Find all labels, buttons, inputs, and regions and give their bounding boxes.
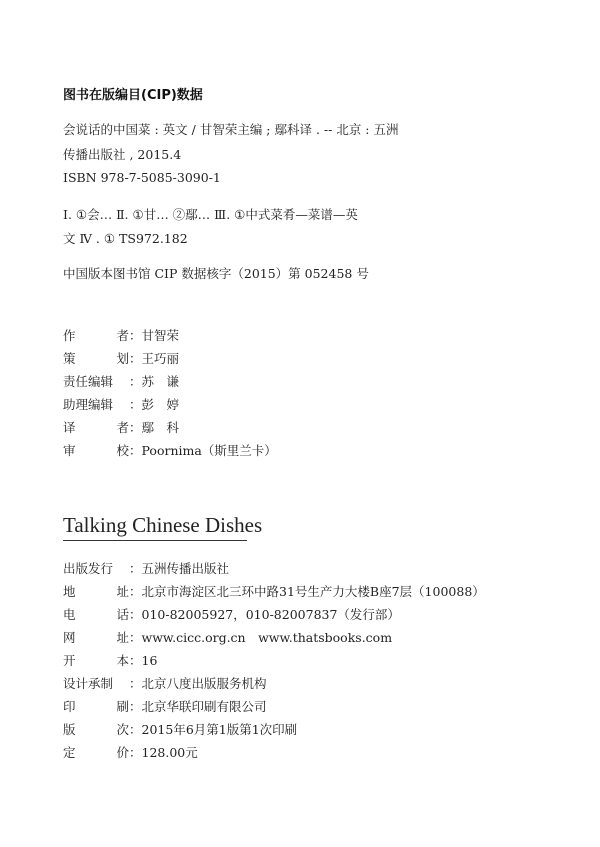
separator: ： bbox=[129, 607, 142, 622]
separator: ： bbox=[129, 420, 142, 435]
credit-key-b: 者 bbox=[116, 420, 129, 435]
publisher-row-price bbox=[63, 744, 198, 761]
separator: ： bbox=[129, 745, 142, 760]
info-key-b: 话 bbox=[116, 607, 129, 622]
separator: ： bbox=[129, 584, 142, 599]
publisher-row-website bbox=[63, 629, 392, 646]
publisher-row-phone bbox=[63, 606, 400, 623]
info-key-b: 本 bbox=[116, 653, 129, 668]
credit-value: 鄢 科 bbox=[141, 420, 180, 435]
info-value: 16 bbox=[141, 653, 158, 668]
info-key-a: 设计承制 bbox=[63, 676, 114, 691]
separator: ： bbox=[129, 699, 142, 714]
publisher-row-address bbox=[63, 583, 485, 600]
cip-description-line-1: 会说话的中国菜 : 英文 / 甘智荣主编 ; 鄢科译 . -- 北京 : 五洲 bbox=[63, 122, 399, 137]
info-value: www.cicc.org.cn www.thatsbooks.com bbox=[141, 630, 393, 645]
info-value: 北京市海淀区北三环中路31号生产力大楼B座7层（100088） bbox=[141, 584, 485, 599]
credit-row-author bbox=[63, 327, 179, 344]
publisher-row-printer bbox=[63, 698, 267, 715]
credit-key-a: 助理编辑 bbox=[63, 397, 114, 412]
info-key-b: 次 bbox=[116, 722, 129, 737]
info-key-a: 电 bbox=[63, 607, 76, 622]
credit-value: 王巧丽 bbox=[141, 351, 180, 366]
credit-key-b: 者 bbox=[116, 328, 129, 343]
cip-classification-line-2: 文 Ⅳ . ① TS972.182 bbox=[63, 231, 188, 246]
info-key-b: 址 bbox=[116, 584, 129, 599]
cip-description-line-2: 传播出版社 , 2015.4 bbox=[63, 147, 182, 162]
info-key-a: 印 bbox=[63, 699, 76, 714]
info-value: 五洲传播出版社 bbox=[141, 561, 230, 576]
info-value: 北京华联印刷有限公司 bbox=[141, 699, 267, 714]
info-key-a: 出版发行 bbox=[63, 561, 114, 576]
credit-key-a: 作 bbox=[63, 328, 76, 343]
separator: ： bbox=[129, 630, 142, 645]
separator: ： bbox=[129, 443, 142, 458]
info-key-a: 版 bbox=[63, 722, 76, 737]
cip-heading: 图书在版编目(CIP)数据 bbox=[63, 88, 203, 103]
publisher-row-format bbox=[63, 652, 157, 669]
credit-row-editor bbox=[63, 373, 179, 390]
separator: ： bbox=[129, 653, 142, 668]
credit-key-a: 译 bbox=[63, 420, 76, 435]
info-key-b: 址 bbox=[116, 630, 129, 645]
separator: ： bbox=[129, 676, 142, 691]
separator: ： bbox=[129, 722, 142, 737]
separator: ： bbox=[129, 328, 142, 343]
separator: ： bbox=[129, 561, 142, 576]
info-key-a: 开 bbox=[63, 653, 76, 668]
credit-value: 苏 谦 bbox=[141, 374, 180, 389]
credit-key-a: 策 bbox=[63, 351, 76, 366]
credit-row-translator bbox=[63, 419, 179, 436]
info-key-b: 刷 bbox=[116, 699, 129, 714]
separator: ： bbox=[129, 397, 142, 412]
credit-key-a: 审 bbox=[63, 443, 76, 458]
separator: ： bbox=[129, 351, 142, 366]
title-underline bbox=[63, 540, 247, 541]
info-key-a: 定 bbox=[63, 745, 76, 760]
credit-key-b: 校 bbox=[116, 443, 129, 458]
credit-key-a: 责任编辑 bbox=[63, 374, 114, 389]
credit-row-assistant-editor bbox=[63, 396, 179, 413]
publisher-row-edition bbox=[63, 721, 297, 738]
cip-classification-line-1: Ⅰ. ①会… Ⅱ. ①甘… ②鄢… Ⅲ. ①中式菜肴—菜谱—英 bbox=[63, 207, 358, 222]
credit-key-b: 划 bbox=[116, 351, 129, 366]
info-key-a: 地 bbox=[63, 584, 76, 599]
info-value: 128.00元 bbox=[141, 745, 198, 760]
publisher-row-design bbox=[63, 675, 267, 692]
info-key-a: 网 bbox=[63, 630, 76, 645]
cip-record-number: 中国版本图书馆 CIP 数据核字（2015）第 052458 号 bbox=[63, 266, 369, 281]
book-title: Talking Chinese Dishes bbox=[63, 513, 263, 537]
credit-value: Poornima（斯里兰卡） bbox=[141, 443, 277, 458]
credit-value: 甘智荣 bbox=[141, 328, 180, 343]
info-key-b: 价 bbox=[116, 745, 129, 760]
info-value: 2015年6月第1版第1次印刷 bbox=[141, 722, 298, 737]
credit-value: 彭 婷 bbox=[141, 397, 180, 412]
separator: ： bbox=[129, 374, 142, 389]
publisher-row-distributor bbox=[63, 560, 229, 577]
info-value: 010-82005927，010-82007837（发行部） bbox=[141, 607, 400, 622]
cip-isbn: ISBN 978-7-5085-3090-1 bbox=[63, 170, 221, 185]
credit-row-planner bbox=[63, 350, 179, 367]
info-value: 北京八度出版服务机构 bbox=[141, 676, 267, 691]
credit-row-proofreader bbox=[63, 442, 277, 459]
